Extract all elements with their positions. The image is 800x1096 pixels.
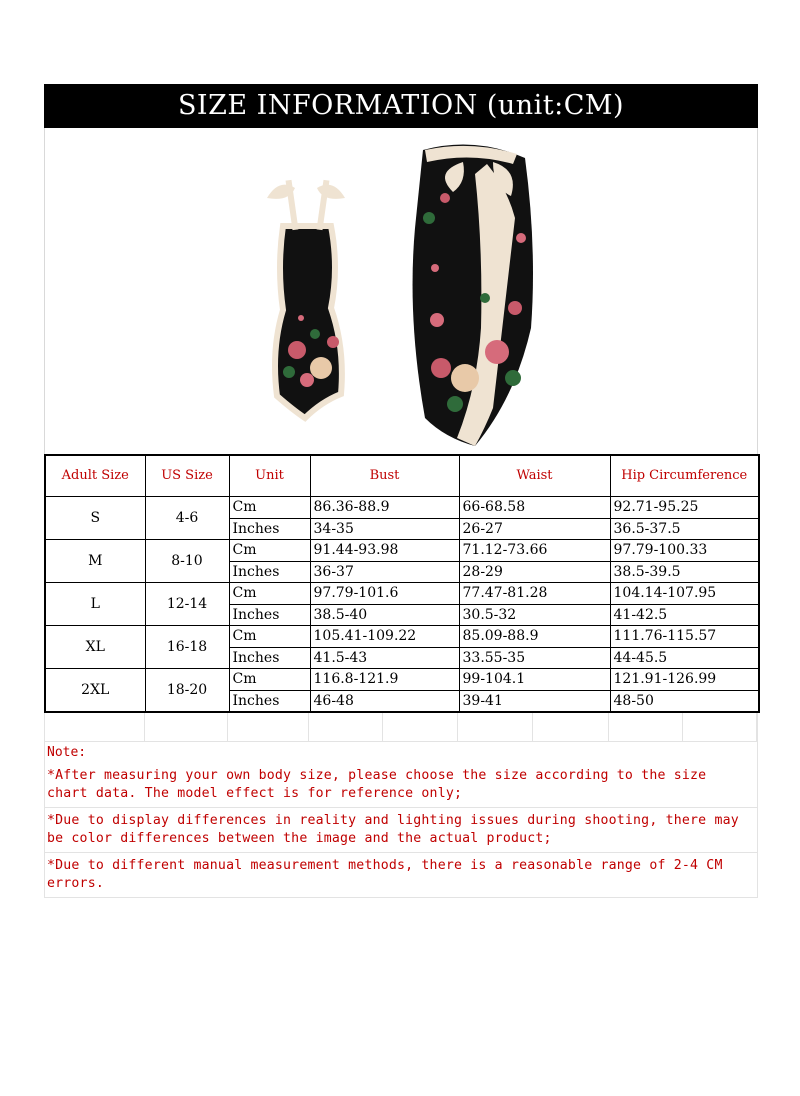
waist-cell: 39-41: [459, 690, 610, 712]
sarong-illustration: [413, 145, 533, 446]
waist-cell: 28-29: [459, 561, 610, 583]
product-illustration: [45, 128, 759, 454]
table-row: [45, 583, 759, 605]
unit-cell: Inches: [229, 647, 310, 669]
unit-cell: Inches: [229, 604, 310, 626]
spacer-grid-row: [44, 713, 758, 742]
adult-size-cell: M: [45, 540, 145, 583]
bust-cell: 105.41-109.22: [310, 626, 459, 648]
bust-cell: 38.5-40: [310, 604, 459, 626]
hip-cell: 44-45.5: [610, 647, 759, 669]
hip-cell: 41-42.5: [610, 604, 759, 626]
size-table-header-row: [45, 455, 759, 497]
waist-cell: 30.5-32: [459, 604, 610, 626]
unit-cell: Cm: [229, 626, 310, 648]
bust-cell: 41.5-43: [310, 647, 459, 669]
hip-cell: 111.76-115.57: [610, 626, 759, 648]
waist-cell: 99-104.1: [459, 669, 610, 691]
us-size-cell: 18-20: [145, 669, 229, 713]
unit-cell: Inches: [229, 518, 310, 540]
adult-size-cell: XL: [45, 626, 145, 669]
unit-cell: Cm: [229, 497, 310, 519]
adult-size-cell: S: [45, 497, 145, 540]
unit-cell: Cm: [229, 669, 310, 691]
unit-cell: Inches: [229, 561, 310, 583]
waist-cell: 77.47-81.28: [459, 583, 610, 605]
adult-size-cell: 2XL: [45, 669, 145, 713]
hip-cell: 48-50: [610, 690, 759, 712]
waist-cell: 85.09-88.9: [459, 626, 610, 648]
notes-label: Note:: [47, 745, 87, 760]
bust-cell: 116.8-121.9: [310, 669, 459, 691]
waist-cell: 26-27: [459, 518, 610, 540]
hip-cell: 36.5-37.5: [610, 518, 759, 540]
us-size-cell: 8-10: [145, 540, 229, 583]
product-photo-area: [44, 128, 758, 454]
us-size-cell: 12-14: [145, 583, 229, 626]
header-bust: Bust: [310, 455, 459, 497]
header-hip: Hip Circumference: [610, 455, 759, 497]
adult-size-cell: L: [45, 583, 145, 626]
waist-cell: 33.55-35: [459, 647, 610, 669]
header-adult-size: Adult Size: [45, 455, 145, 497]
hip-cell: 92.71-95.25: [610, 497, 759, 519]
swimsuit-illustration: [267, 180, 345, 418]
note-item: *Due to different manual measurement methods, there is a reasonable range of 2-4 CM errors.: [45, 853, 757, 898]
size-chart-sheet: [44, 84, 758, 898]
waist-cell: 71.12-73.66: [459, 540, 610, 562]
hip-cell: 121.91-126.99: [610, 669, 759, 691]
note-item: *Due to display differences in reality and lighting issues during shooting, there may be color differences between the image and the actual product;: [45, 808, 757, 853]
hip-cell: 38.5-39.5: [610, 561, 759, 583]
unit-cell: Cm: [229, 540, 310, 562]
table-row: [45, 626, 759, 648]
hip-cell: 104.14-107.95: [610, 583, 759, 605]
page-title: SIZE INFORMATION (unit:CM): [44, 84, 758, 128]
waist-cell: 66-68.58: [459, 497, 610, 519]
note-item: *After measuring your own body size, please choose the size according to the size chart data. The model effect is for reference only;: [45, 763, 757, 808]
bust-cell: 34-35: [310, 518, 459, 540]
unit-cell: Inches: [229, 690, 310, 712]
header-unit: Unit: [229, 455, 310, 497]
table-row: [45, 669, 759, 691]
bust-cell: 91.44-93.98: [310, 540, 459, 562]
bust-cell: 86.36-88.9: [310, 497, 459, 519]
us-size-cell: 16-18: [145, 626, 229, 669]
table-row: [45, 540, 759, 562]
bust-cell: 36-37: [310, 561, 459, 583]
size-table: [44, 454, 760, 713]
header-waist: Waist: [459, 455, 610, 497]
hip-cell: 97.79-100.33: [610, 540, 759, 562]
notes-section: [44, 742, 758, 898]
bust-cell: 46-48: [310, 690, 459, 712]
us-size-cell: 4-6: [145, 497, 229, 540]
table-row: [45, 497, 759, 519]
unit-cell: Cm: [229, 583, 310, 605]
bust-cell: 97.79-101.6: [310, 583, 459, 605]
header-us-size: US Size: [145, 455, 229, 497]
